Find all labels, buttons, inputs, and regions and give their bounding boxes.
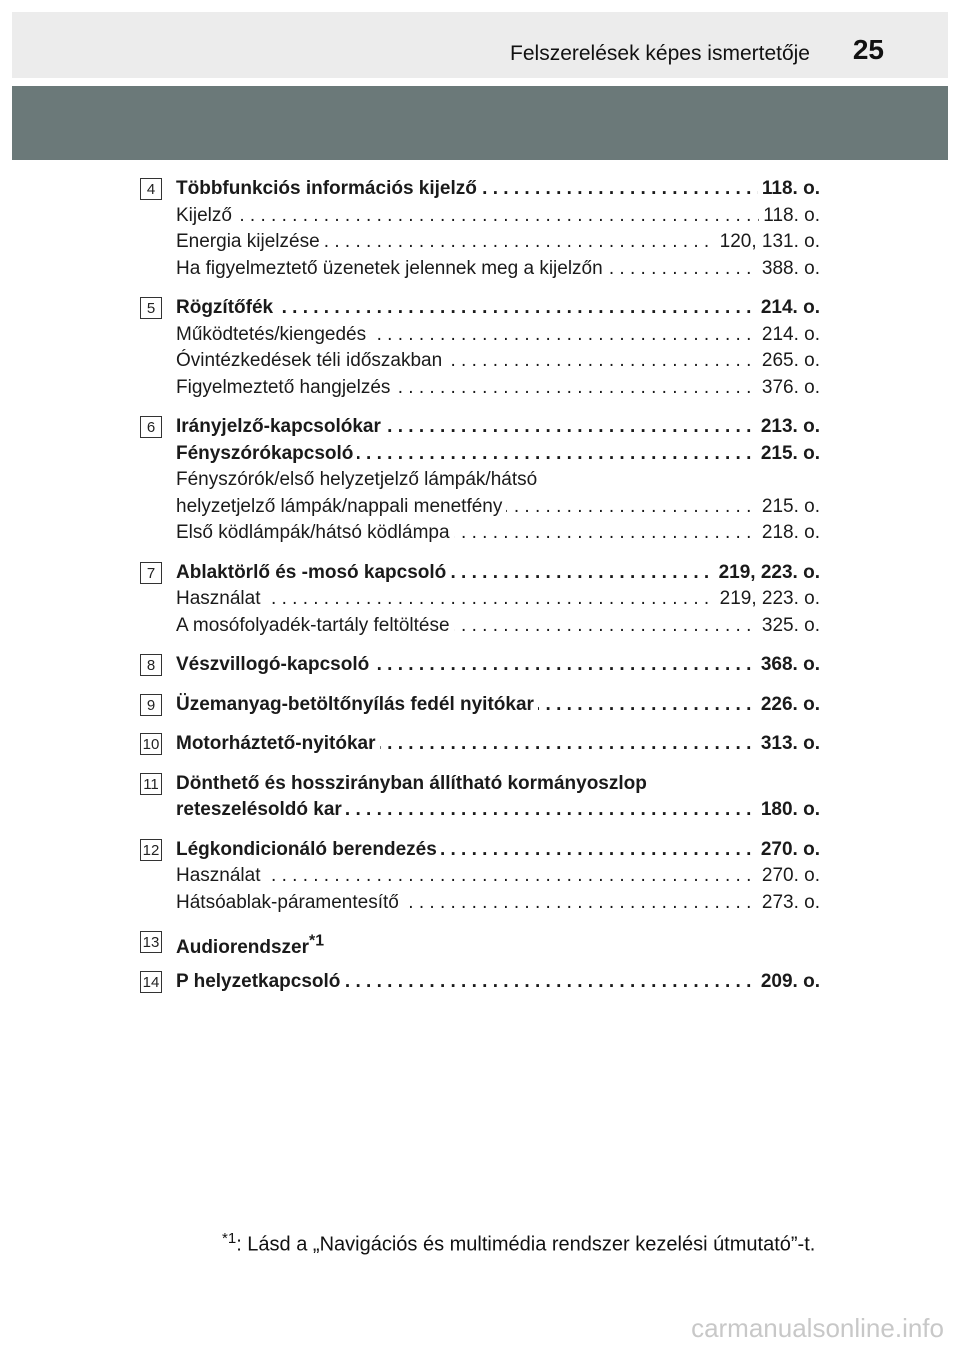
index-entry[interactable] [176, 652, 820, 679]
page-reference: 214. o. [758, 322, 820, 349]
index-subentry[interactable] [176, 520, 820, 547]
page-reference: 273. o. [758, 890, 820, 917]
page-reference: 218. o. [758, 520, 820, 547]
entry-label [176, 694, 538, 715]
entry-label-text: Vészvillogó-kapcsoló [176, 654, 370, 675]
item-number-badge: 4 [140, 178, 162, 200]
index-subentry[interactable] [176, 863, 820, 890]
entry-label [176, 773, 651, 794]
entry-label-text: Használat [176, 865, 261, 886]
entry-label-text: Dönthető és hosszirányban állítható kormányoszlop [176, 772, 647, 794]
entry-label [176, 522, 454, 543]
entry-label [176, 205, 236, 226]
item-number-badge: 14 [140, 971, 162, 993]
entry-label [176, 588, 265, 609]
index-entry[interactable] [176, 295, 820, 322]
index-entry[interactable] [176, 797, 820, 824]
page-reference: 118. o. [759, 203, 820, 230]
index-entry[interactable] [176, 414, 820, 441]
entry-label [176, 892, 403, 913]
index-subentry[interactable] [176, 256, 820, 283]
index-subentry[interactable] [176, 494, 820, 521]
entry-label-text: Légkondicionáló berendezés [176, 838, 437, 860]
entry-label-text: Kijelző [176, 204, 232, 226]
footnote-mark: *1 [222, 1230, 237, 1247]
entry-label-text: Többfunkciós információs kijelző [176, 178, 477, 199]
entry-label-text: Óvintézkedések téli időszakban [176, 350, 443, 371]
index-entry[interactable] [176, 731, 820, 758]
page-reference: 180. o. [757, 797, 820, 824]
entry-label-text: Energia kijelzése [176, 231, 320, 252]
entry-label [176, 496, 506, 517]
item-number-badge: 5 [140, 297, 162, 319]
entry-label-text: A mosófolyadék-tartály feltöltése [176, 614, 450, 636]
index-entry[interactable] [176, 929, 820, 956]
page-reference: 388. o. [758, 256, 820, 283]
item-number-badge: 8 [140, 654, 162, 676]
entry-label [176, 469, 541, 490]
index-entry[interactable] [176, 692, 820, 719]
index-entry[interactable] [176, 560, 820, 587]
entry-label [176, 971, 344, 992]
entry-label-text: Ha figyelmeztető üzenetek jelennek meg a kijelzőn [176, 257, 603, 279]
footnote-reference: *1 [309, 933, 324, 950]
entry-label [176, 733, 380, 754]
page-reference: 270. o. [757, 837, 820, 864]
item-number-badge: 12 [140, 839, 162, 861]
entry-label [176, 799, 346, 820]
index-section [140, 771, 820, 824]
item-number-badge: 6 [140, 416, 162, 438]
index-subentry[interactable] [176, 467, 820, 494]
header-title: Felszerelések képes ismertetője [510, 42, 810, 65]
entry-label-text: Hátsóablak-páramentesítő [176, 891, 399, 913]
page-reference: 313. o. [757, 731, 820, 758]
entry-label-text: Fényszórókapcsoló [176, 442, 354, 464]
index-section [140, 414, 820, 547]
page-reference: 215. o. [758, 494, 820, 521]
entry-label-text: Rögzítőfék [176, 297, 274, 318]
entry-label-text: P helyzetkapcsoló [176, 970, 341, 992]
index-subentry[interactable] [176, 229, 820, 256]
entry-label [176, 416, 385, 437]
entry-label-text: Ablaktörlő és -mosó kapcsoló [176, 561, 447, 583]
entry-label [176, 350, 446, 371]
page-reference: 118. o. [758, 176, 820, 203]
item-number-badge: 7 [140, 562, 162, 584]
page-reference: 209. o. [757, 969, 820, 996]
entry-label-text: Használat [176, 588, 261, 609]
index-section [140, 560, 820, 640]
entry-label [176, 178, 481, 199]
index-subentry[interactable] [176, 348, 820, 375]
page-reference: 120, 131. o. [716, 229, 820, 256]
page-reference: 214. o. [757, 295, 820, 322]
page-reference: 325. o. [758, 613, 820, 640]
entry-label-text: Első ködlámpák/hátsó ködlámpa [176, 522, 450, 543]
index-section [140, 837, 820, 917]
index-entry[interactable] [176, 441, 820, 468]
watermark: carmanualsonline.info [691, 1313, 944, 1343]
index-subentry[interactable] [176, 890, 820, 917]
entry-label-text: Audiorendszer [176, 937, 310, 956]
page-reference: 265. o. [758, 348, 820, 375]
index-subentry[interactable] [176, 613, 820, 640]
item-number-badge: 10 [140, 733, 162, 755]
item-number-badge: 9 [140, 694, 162, 716]
entry-label [176, 258, 607, 279]
footnote [222, 1230, 815, 1257]
index-section [140, 929, 820, 956]
entry-label [176, 443, 357, 464]
index-entry[interactable] [176, 771, 820, 798]
index-subentry[interactable] [176, 375, 820, 402]
page-reference: 215. o. [757, 441, 820, 468]
page-reference: 226. o. [757, 692, 820, 719]
entry-label [176, 377, 394, 398]
page-reference: 213. o. [757, 414, 820, 441]
footnote-text: : Lásd a „Navigációs és multimédia rendszer kezelési útmutató”-t. [236, 1233, 816, 1256]
entry-label [176, 297, 277, 318]
index-entry[interactable] [176, 969, 820, 996]
page-reference: 219, 223. o. [715, 560, 820, 587]
entry-label [176, 865, 265, 886]
index-section [140, 295, 820, 401]
index-entry[interactable] [176, 176, 820, 203]
entry-label-text: Üzemanyag-betöltőnyílás fedél nyitókar [176, 693, 534, 715]
index-section [140, 969, 820, 996]
page-reference: 219, 223. o. [716, 586, 820, 613]
entry-label [176, 654, 373, 675]
index-entry[interactable] [176, 837, 820, 864]
index-section [140, 652, 820, 679]
entry-label-text: Figyelmeztető hangjelzés [176, 376, 391, 398]
entry-label [176, 324, 370, 345]
entry-label-text: Motorháztető-nyitókar [176, 733, 376, 754]
index-subentry[interactable] [176, 203, 820, 230]
index-section [140, 176, 820, 282]
entry-label-text: helyzetjelző lámpák/nappali menetfény [176, 495, 503, 517]
index-content [140, 176, 820, 1008]
item-number-badge: 13 [140, 931, 162, 953]
entry-label [176, 933, 328, 956]
entry-label-text: Irányjelző-kapcsolókar [176, 416, 381, 437]
entry-label [176, 562, 450, 583]
page-reference: 270. o. [758, 863, 820, 890]
entry-label-text: Fényszórók/első helyzetjelző lámpák/hátsó [176, 469, 538, 490]
index-subentry[interactable] [176, 586, 820, 613]
page-reference: 368. o. [757, 652, 820, 679]
entry-label [176, 231, 324, 252]
entry-label [176, 839, 441, 860]
index-subentry[interactable] [176, 322, 820, 349]
section-banner [12, 86, 948, 160]
page-number: 25 [852, 34, 884, 65]
entry-label-text: reteszelésoldó kar [176, 799, 342, 820]
index-section [140, 731, 820, 758]
entry-label-text: Működtetés/kiengedés [176, 323, 367, 345]
item-number-badge: 11 [140, 773, 162, 795]
index-section [140, 692, 820, 719]
entry-label [176, 615, 454, 636]
page-reference: 376. o. [758, 375, 820, 402]
